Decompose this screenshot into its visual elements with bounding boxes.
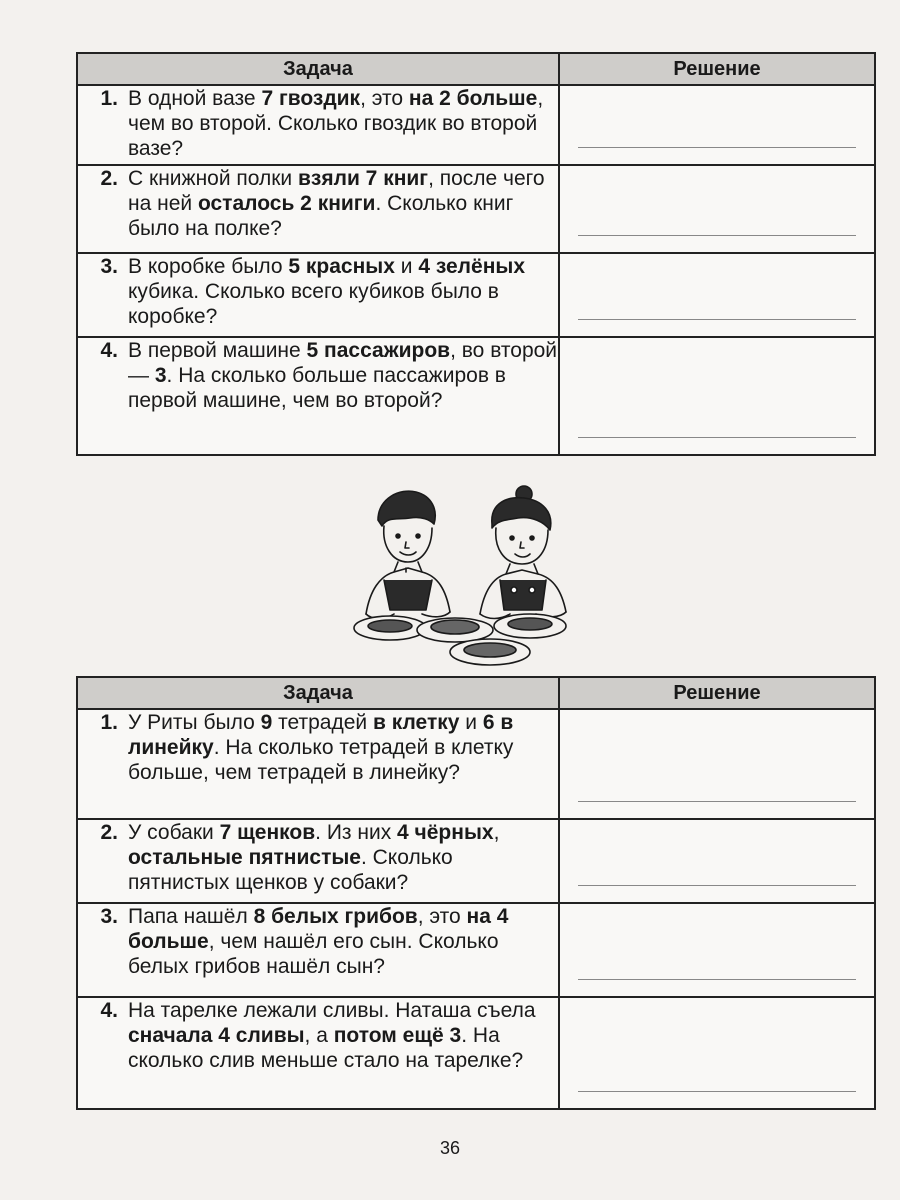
task-emphasis: 5 пассажиров: [306, 339, 451, 362]
task-text-fragment: . На сколько слив меньше стало на тарелке?: [128, 1024, 524, 1072]
task-emphasis: сначала 4 сливы: [128, 1024, 305, 1047]
task-text-fragment: , после чего на ней: [128, 167, 545, 215]
task-text-fragment: кубика. Сколько всего кубиков было в коробке?: [128, 280, 499, 328]
header-task: Задача: [77, 53, 559, 85]
table-row: [77, 819, 875, 903]
solution-cell[interactable]: [559, 165, 875, 253]
task-text-fragment: , чем во второй. Сколько гвоздик во второй вазе?: [128, 87, 544, 160]
solution-cell[interactable]: [559, 85, 875, 165]
task-text: [128, 254, 558, 329]
task-emphasis: 6 в линейку: [128, 711, 514, 759]
page-number: 36: [439, 1138, 461, 1158]
task-emphasis: 7 гвоздик: [261, 87, 361, 110]
header-solution: Решение: [559, 53, 875, 85]
task-text-fragment: и: [459, 711, 483, 734]
table-row: [77, 165, 875, 253]
table-row: [77, 709, 875, 819]
task-cell: [77, 85, 559, 165]
task-emphasis: взяли 7 книг: [298, 167, 429, 190]
task-text-fragment: В первой машине: [128, 339, 307, 362]
task-emphasis: на 2 больше: [408, 87, 538, 110]
task-text-fragment: , это: [417, 905, 467, 928]
solution-cell[interactable]: [559, 819, 875, 903]
task-text-fragment: С книжной полки: [128, 167, 298, 190]
task-cell: [77, 819, 559, 903]
task-cell: [77, 337, 559, 455]
task-text: [128, 998, 558, 1073]
task-emphasis: 7 щенков: [219, 821, 316, 844]
task-number: 4.: [100, 999, 118, 1022]
task-emphasis: остальные пятнистые: [128, 846, 361, 869]
solution-cell[interactable]: [559, 709, 875, 819]
task-emphasis: 9: [260, 711, 273, 734]
answer-line: [578, 147, 856, 148]
task-table-2: [76, 676, 876, 1110]
task-cell: [77, 997, 559, 1109]
task-text-fragment: тетрадей: [272, 711, 373, 734]
answer-line: [578, 437, 856, 438]
task-emphasis: 5 красных: [288, 255, 395, 278]
answer-line: [578, 319, 856, 320]
task-text-fragment: , это: [360, 87, 409, 110]
table-row: [77, 903, 875, 997]
task-text: [128, 820, 558, 895]
task-text: [128, 86, 558, 161]
task-emphasis: в клетку: [372, 711, 460, 734]
task-number: 1.: [100, 87, 118, 110]
task-text-fragment: . На сколько больше пассажиров в первой машине, чем во второй?: [128, 364, 506, 412]
solution-cell[interactable]: [559, 997, 875, 1109]
task-cell: [77, 709, 559, 819]
task-text-fragment: Папа нашёл: [128, 905, 254, 928]
table-row: [77, 997, 875, 1109]
task-emphasis: 3: [154, 364, 167, 387]
task-text-fragment: У собаки: [128, 821, 220, 844]
task-text-fragment: ,: [493, 821, 500, 844]
header-solution: Решение: [559, 677, 875, 709]
header-task: Задача: [77, 677, 559, 709]
task-text-fragment: На тарелке лежали сливы. Наташа съела: [128, 999, 536, 1022]
task-number: 2.: [100, 821, 118, 844]
task-cell: [77, 165, 559, 253]
task-cell: [77, 903, 559, 997]
task-text: [128, 166, 558, 241]
task-emphasis: 4 зелёных: [418, 255, 525, 278]
table-row: [77, 337, 875, 455]
task-text-fragment: и: [394, 255, 419, 278]
task-emphasis: 4 чёрных: [397, 821, 494, 844]
task-emphasis: 8 белых грибов: [253, 905, 418, 928]
task-number: 2.: [100, 167, 118, 190]
task-number: 3.: [100, 255, 118, 278]
task-text: [128, 904, 558, 979]
answer-line: [578, 979, 856, 980]
task-text-fragment: . На сколько тетрадей в клетку больше, чем тетрадей в линейку?: [128, 736, 514, 784]
task-emphasis: потом ещё 3: [333, 1024, 462, 1047]
task-text-fragment: . Из них: [315, 821, 398, 844]
task-text-fragment: В коробке было: [128, 255, 289, 278]
task-emphasis: на 4 больше: [128, 905, 509, 953]
answer-line: [578, 801, 856, 802]
task-number: 3.: [100, 905, 118, 928]
task-cell: [77, 253, 559, 337]
task-text-fragment: , а: [304, 1024, 334, 1047]
children-eating-illustration: [350, 480, 580, 670]
task-text-fragment: , чем нашёл его сын. Сколько белых грибов нашёл сын?: [128, 930, 499, 978]
task-table-1: [76, 52, 876, 456]
task-text-fragment: , во второй —: [128, 339, 558, 387]
task-number: 4.: [100, 339, 118, 362]
task-number: 1.: [100, 711, 118, 734]
solution-cell[interactable]: [559, 903, 875, 997]
task-text: [128, 338, 558, 413]
answer-line: [578, 1091, 856, 1092]
answer-line: [578, 235, 856, 236]
solution-cell[interactable]: [559, 337, 875, 455]
task-text-fragment: В одной вазе: [128, 87, 262, 110]
solution-cell[interactable]: [559, 253, 875, 337]
task-text-fragment: У Риты было: [128, 711, 261, 734]
task-text: [128, 710, 558, 785]
task-text-fragment: . Сколько пятнистых щенков у собаки?: [128, 846, 453, 894]
table-row: [77, 85, 875, 165]
task-text-fragment: . Сколько книг было на полке?: [128, 192, 514, 240]
table-row: [77, 253, 875, 337]
answer-line: [578, 885, 856, 886]
task-emphasis: осталось 2 книги: [197, 192, 376, 215]
